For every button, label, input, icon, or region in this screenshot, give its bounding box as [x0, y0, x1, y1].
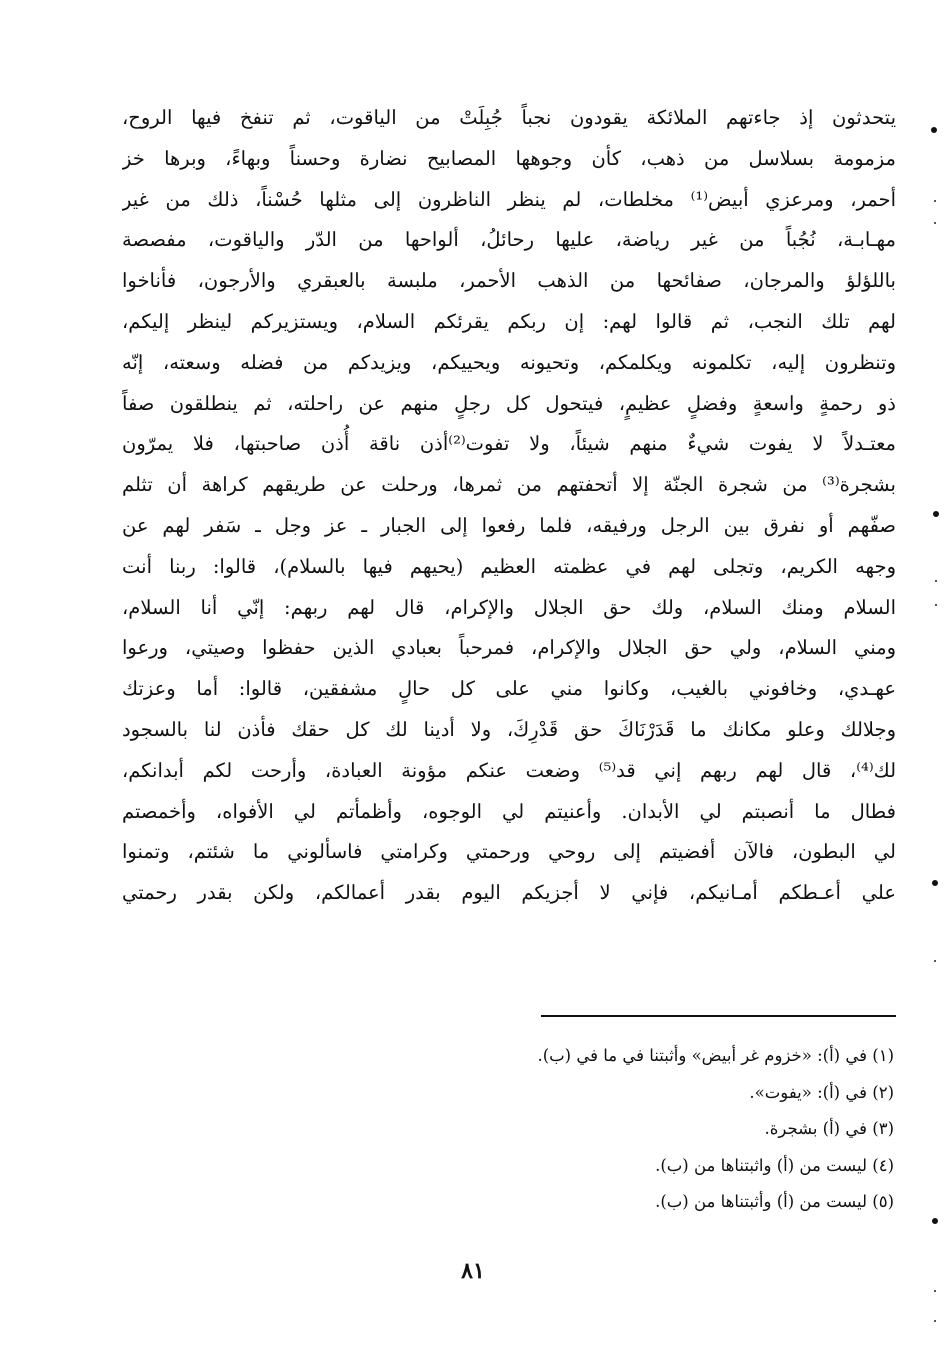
body-line: فطال ما أنصبتم لي الأبدان. وأعنيتم لي الوجوه، وأظمأتم لي الأفواه، وأخمصتم: [122, 799, 896, 823]
body-line: وجلالك وعلو مكانك ما قَدَرْنَاكَ حق قَدْرِكَ، ولا أدينا لك كل حقك فأذن لنا بالسجود: [122, 717, 896, 741]
scan-speck: [934, 200, 936, 202]
body-line: مهـابـة، نُجُباً من غير رياضة، عليها رحائلُ، ألواحها من الدّر والياقوت، مفصصة: [122, 228, 896, 252]
body-line: ذو رحمةٍ واسعةٍ وفضلٍ عظيمٍ، فيتحول كل رجلٍ منهم عن راحلته، ثم ينطلقون صفاً: [122, 391, 896, 415]
scan-dot: [932, 1218, 938, 1224]
footnote-item: (٢) في (أ): «يفوت».: [749, 1082, 894, 1102]
scan-speck: [935, 604, 937, 606]
body-line: ومني السلام، ولي حق الجلال والإكرام، فمرحباً بعبادي الذين حفظوا وصيتي، ورعوا: [122, 636, 896, 660]
scan-speck: [935, 580, 937, 582]
scan-speck: [934, 1320, 936, 1322]
body-line: وجهه الكريم، وتجلى لهم في عظمته العظيم (يحيهم فيها بالسلام)، قالوا: ربنا أنت: [122, 554, 896, 578]
body-line: يتحدثون إذ جاءتهم الملائكة يقودون نجباً جُبِلَتْ من الياقوت، ثم تنفخ فيها الروح،: [122, 106, 896, 129]
body-line: مزمومة بسلاسل من ذهب، كأن وجوهها المصابيح نضارة وحسناً وبهاءً، وبرها خز: [122, 146, 896, 170]
footnote-separator: [541, 1015, 896, 1017]
footnote-item: (٣) في (أ) بشجرة.: [764, 1119, 894, 1138]
footnote-item: (٥) ليست من (أ) وأثبتناها من (ب).: [655, 1192, 894, 1211]
body-line: معتـدلاً لا يفوت شيءٌ منهم شيئاً، ولا تفوت⁽²⁾أذن ناقة أُذن صاحبتها، فلا يمرّون: [122, 432, 896, 456]
body-line: وتنظرون إليه، تكلمونه ويكلمكم، وتحيونه ويحييكم، ويزيدكم من فضله وسعته، إنّه: [122, 350, 896, 374]
footnotes: [394, 1038, 894, 1221]
scan-speck: [934, 960, 936, 962]
body-line: علي أعـطكم أمـانيكم، فإني لا أجزيكم اليوم بقدر أعمالكم، ولكن بقدر رحمتي: [122, 881, 896, 905]
body-line: لك⁽⁴⁾، قال لهم ربهم إني قد⁽⁵⁾ وضعت عنكم مؤونة العبادة، وأرحت لكم أبدانكم،: [122, 758, 896, 782]
body-line: باللؤلؤ والمرجان، صفائحها من الذهب الأحمر، ملبسة بالعبقري والأرجون، فأناخوا: [122, 269, 896, 293]
body-text: [122, 98, 896, 914]
body-line: صفّهم أو نفرق بين الرجل ورفيقه، فلما رفعوا إلى الجبار ـ عز وجل ـ سَفر لهم عن: [122, 513, 896, 537]
body-line: بشجرة⁽³⁾ من شجرة الجنّة إلا أتحفتهم من ثمرها، ورحلت عن طريقهم كراهة أن تثلم: [122, 473, 896, 497]
body-line: السلام ومنك السلام، ولك حق الجلال والإكرام، قال لهم ربهم: إنّي أنا السلام،: [122, 595, 896, 619]
footnote-item: (٤) ليست من (أ) واثبتناها من (ب).: [655, 1155, 894, 1175]
scan-speck: [934, 222, 936, 224]
scan-dot: [933, 511, 939, 517]
body-line: لهم تلك النجب، ثم قالوا لهم: إن ربكم يقرئكم السلام، ويستزيركم لينظر إليكم،: [122, 309, 896, 333]
page-number: ٨١: [461, 1258, 485, 1284]
body-line: لي البطون، فالآن أفضيتم إلى روحي ورحمتي وكرامتي فاسألوني ما شئتم، وتمنوا: [122, 840, 896, 864]
scan-dot: [931, 127, 937, 133]
scan-dot: [932, 880, 938, 886]
body-line: عهـدي، وخافوني بالغيب، وكانوا مني على كل حالٍ مشفقين، قالوا: أما وعزتك: [122, 677, 896, 701]
scan-speck: [934, 1290, 936, 1292]
body-line: أحمر، ومرعزي أبيض⁽¹⁾ مخلطات، لم ينظر الناظرون إلى مثلها حُسْناً، ذلك من غير: [122, 187, 896, 211]
footnote-item: (١) في (أ): «خزوم غر أبيض» وأثبتنا في ما في (ب).: [537, 1046, 894, 1065]
